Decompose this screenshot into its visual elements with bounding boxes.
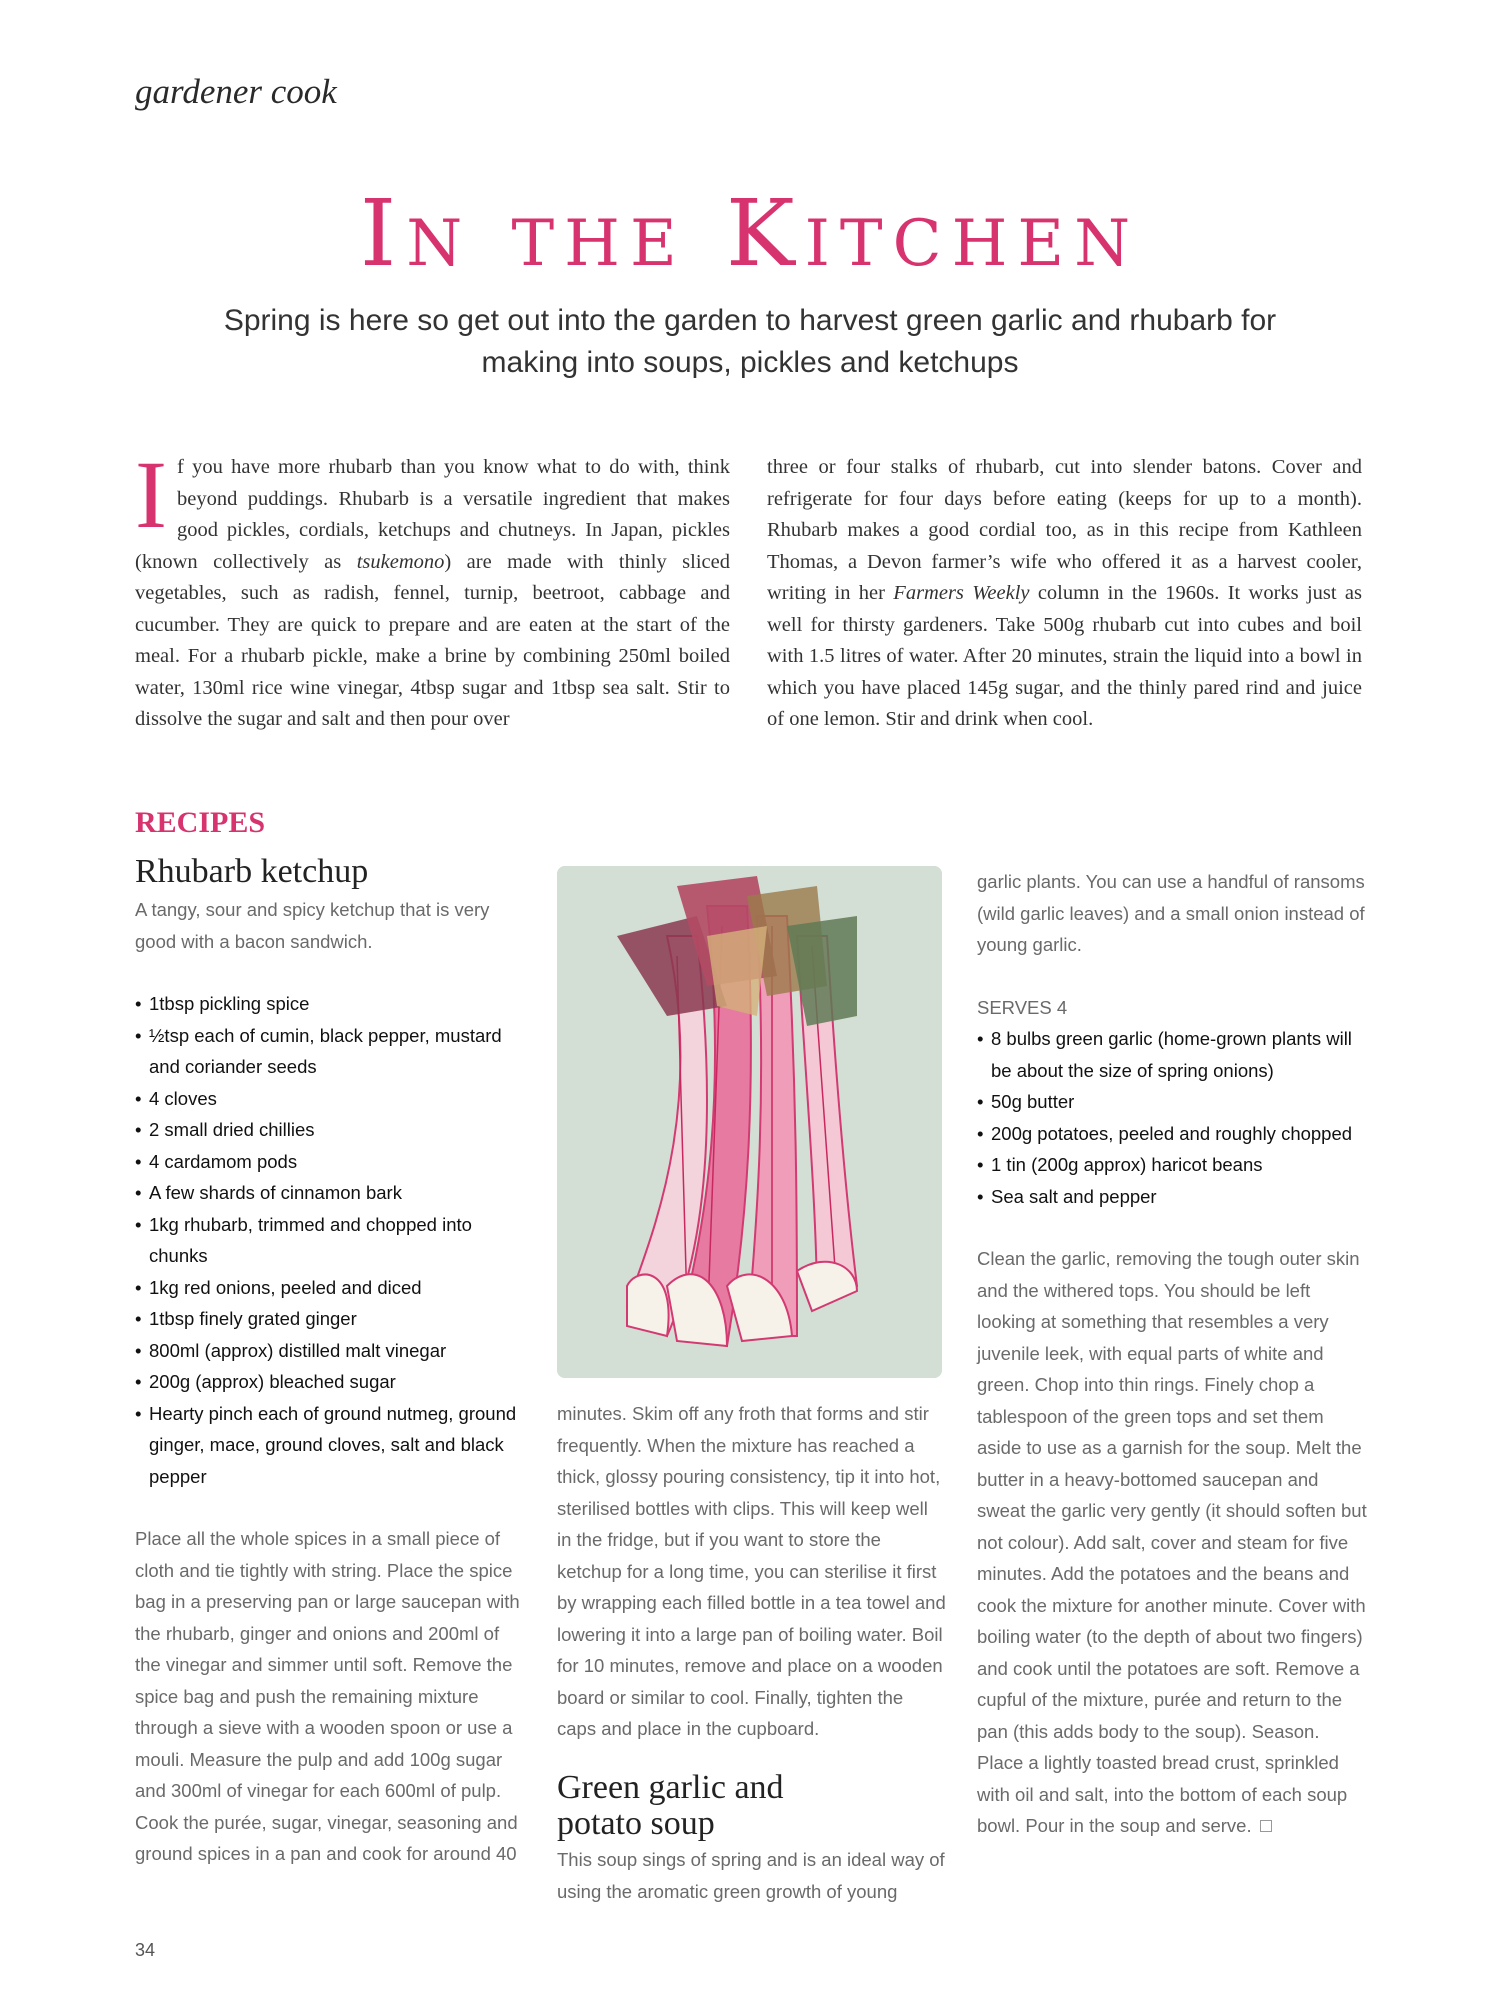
ingredient-item: • 1tbsp finely grated ginger [135,1303,525,1335]
soup-recipe-continued [977,866,1367,1842]
ketchup-recipe [135,854,525,1870]
ketchup-method-part-1: Place all the whole spices in a small piece of cloth and tie tightly with string. Place the spice bag in a preserving pan or large saucepan with the rhubarb, ginger and onions and 200ml of the vinegar and simmer until soft. Remove the spice bag and push the remaining mixture through a sieve with a wooden spoon or use a mouli. Measure the pulp and add 100g sugar and 300ml of vinegar for each 600ml of pulp. Cook the purée, sugar, vinegar, seasoning and ground spices in a pan and cook for around 40 [135,1528,520,1864]
ketchup-method-continued [557,1398,947,1745]
ingredient-item: • ½tsp each of cumin, black pepper, mustard and coriander seeds [135,1020,525,1083]
intro-text-1a: f you have more rhubarb than you know what to do with, think beyond puddings. Rhubarb is a versatile ingredient that makes good pickles, cordials, ketchups and chutneys. In Japan, pickles (known collectively as [135,456,730,573]
ingredient-item: • 8 bulbs green garlic (home-grown plants will be about the size of spring onions) [977,1023,1367,1086]
soup-title-line-2: potato soup [557,1805,715,1842]
page-number: 34 [135,1940,156,1960]
ingredient-item: • 1kg red onions, peeled and diced [135,1272,525,1304]
ingredient-item: • 50g butter [977,1086,1367,1118]
standfirst: Spring is here so get out into the garden to harvest green garlic and rhubarb for making into soups, pickles and ketchups [223,304,1277,379]
ingredient-item: • 1 tin (200g approx) haricot beans [977,1149,1367,1181]
soup-title-line-1: Green garlic and [557,1769,784,1806]
rhubarb-stalks-icon [557,866,942,1378]
page-title: In the Kitchen [359,180,1141,287]
ingredient-item: • 1tbsp pickling spice [135,988,525,1020]
ingredient-item: • 4 cardamom pods [135,1146,525,1178]
drop-cap: I [135,441,167,548]
ketchup-ingredients [135,988,525,1492]
ketchup-title: Rhubarb ketchup [135,853,369,890]
ketchup-method-part-2: minutes. Skim off any froth that forms and stir frequently. When the mixture has reached a thick, glossy pouring consistency, tip it into hot, sterilised bottles with clips. This will keep well in the fridge, but if you want to store the ketchup for a long time, you can sterilise it first by wrapping each filled bottle in a tea towel and lowering it into a large pan of boiling water. Boil for 10 minutes, remove and place on a wooden board or similar to cool. Finally, tighten the caps and place in the cupboard. [557,1403,946,1739]
intro-column-1 [135,441,730,736]
ingredient-item: • 2 small dried chillies [135,1114,525,1146]
intro-column-2 [767,452,1362,736]
ingredient-item: • 1kg rhubarb, trimmed and chopped into chunks [135,1209,525,1272]
section-label: gardener cook [135,72,337,111]
intro-text-2b: column in the 1960s. It works just as well for thirsty gardeners. Take 500g rhubarb cut into cubes and boil with 1.5 litres of water. After 20 minutes, strain the liquid into a bowl in which you have placed 145g sugar, and the thinly pared rind and juice of one lemon. Stir and drink when cool. [767,582,1362,730]
ingredient-item: • Sea salt and pepper [977,1181,1367,1213]
end-mark-icon [1260,1820,1272,1832]
ingredient-item: • Hearty pinch each of ground nutmeg, ground ginger, mace, ground cloves, salt and black pepper [135,1398,525,1493]
intro-text-1b: ) are made with thinly sliced vegetables, such as radish, fennel, turnip, beetroot, cabbage and cucumber. They are quick to prepare and are eaten at the start of the meal. For a rhubarb pickle, make a brine by combining 250ml boiled water, 130ml rice wine vinegar, 4tbsp sugar and 1tbsp sea salt. Stir to dissolve the sugar and salt and then pour over [135,550,730,730]
rhubarb-illustration [557,866,942,1378]
ingredient-item: • 200g (approx) bleached sugar [135,1366,525,1398]
ketchup-description: A tangy, sour and spicy ketchup that is very good with a bacon sandwich. [135,899,490,952]
soup-description-part-1: This soup sings of spring and is an ideal way of using the aromatic green growth of young [557,1849,945,1902]
ingredient-item: • A few shards of cinnamon bark [135,1177,525,1209]
intro-italic-publication: Farmers Weekly [893,582,1030,604]
ingredient-item: • 4 cloves [135,1083,525,1115]
soup-method-text: Clean the garlic, removing the tough outer skin and the withered tops. You should be left looking at something that resembles a very juvenile leek, with equal parts of white and green. Chop into thin rings. Finely chop a tablespoon of the green tops and set them aside to use as a garnish for the soup. Melt the butter in a heavy-bottomed saucepan and sweat the garlic very gently (it should soften but not colour). Add salt, cover and steam for five minutes. Add the potatoes and the beans and cook the mixture for another minute. Cover with boiling water (to the depth of about two fingers) and cook until the potatoes are soft. Remove a cupful of the mixture, purée and return to the pan (this adds body to the soup). Season. Place a lightly toasted bread crust, sprinkled with oil and salt, into the bottom of each soup bowl. Pour in the soup and serve. [977,1248,1367,1836]
soup-recipe-start [557,1770,947,1907]
soup-serves: SERVES 4 [977,996,1068,1018]
soup-ingredients [977,1023,1367,1212]
soup-method [977,1243,1367,1842]
intro-italic-term: tsukemono [356,550,445,573]
soup-description-part-2: garlic plants. You can use a handful of ransoms (wild garlic leaves) and a small onion instead of young garlic. [977,871,1365,955]
intro-text-2a: three or four stalks of rhubarb, cut into slender batons. Cover and refrigerate for four days before eating (keeps for up to a month). Rhubarb makes a good cordial too, as in this recipe from Kathleen Thomas, a Devon farmer’s wife who offered it as a harvest cooler, writing in her [767,456,1362,604]
ingredient-item: • 800ml (approx) distilled malt vinegar [135,1335,525,1367]
recipes-heading: RECIPES [135,806,266,839]
ingredient-item: • 200g potatoes, peeled and roughly chopped [977,1118,1367,1150]
